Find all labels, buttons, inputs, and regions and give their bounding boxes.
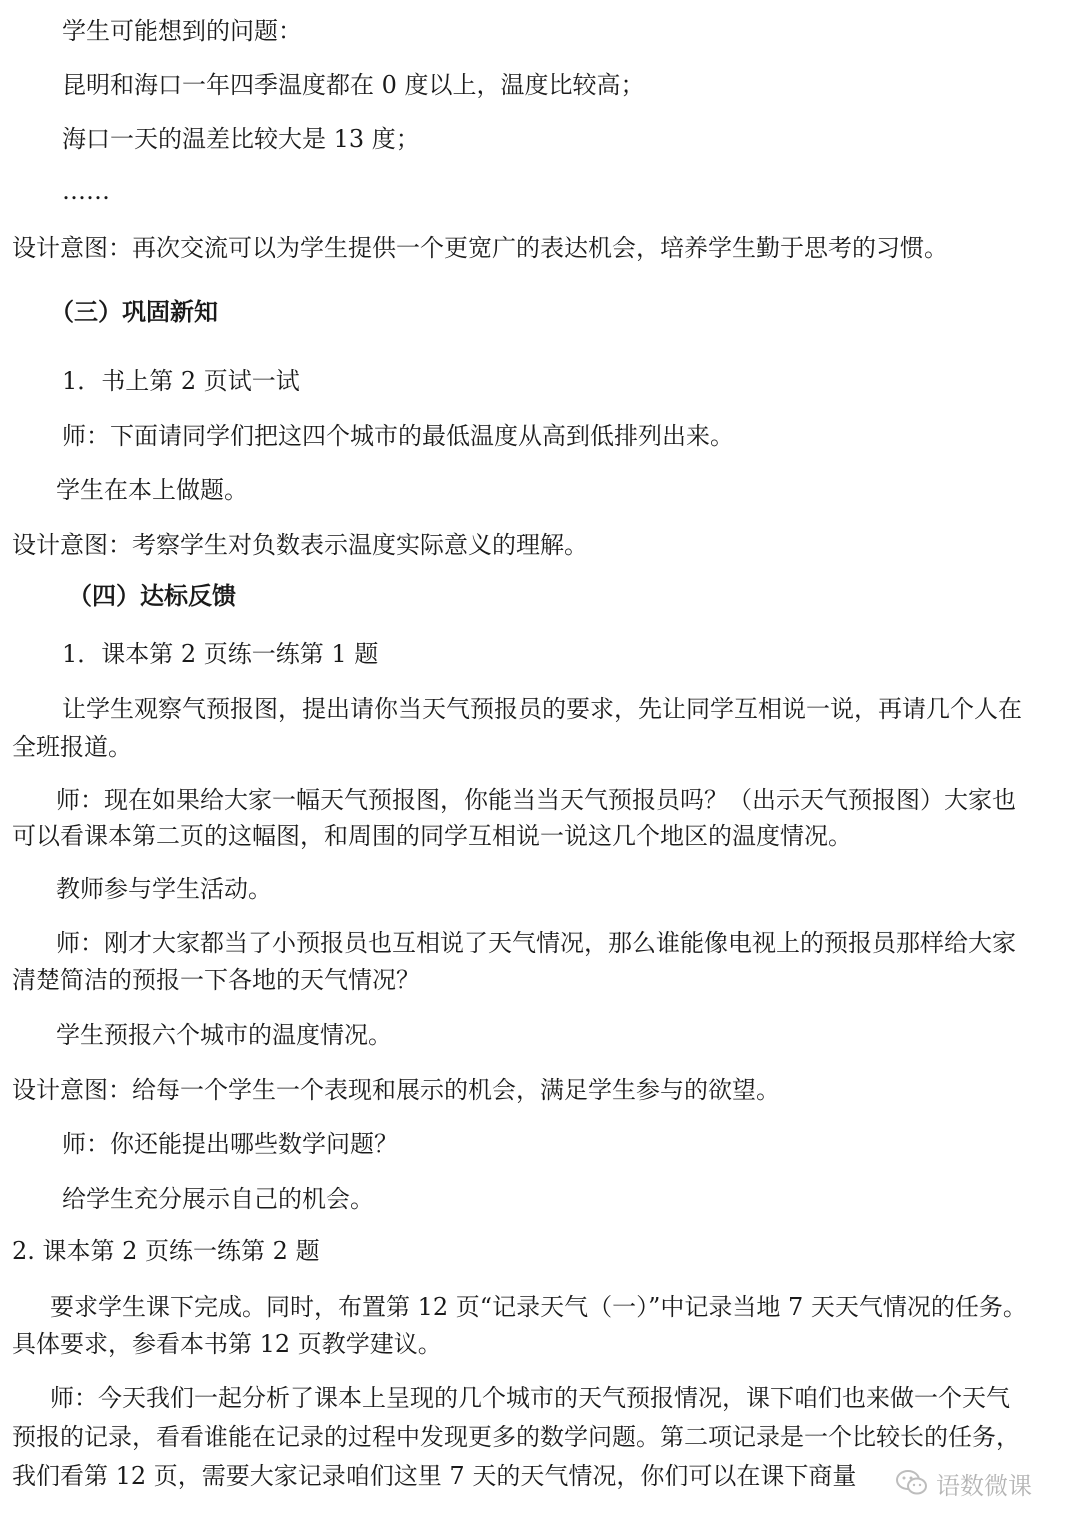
design-intent: 设计意图：给每一个学生一个表现和展示的机会，满足学生参与的欲望。 (12, 1076, 780, 1104)
watermark (896, 1458, 1032, 1508)
text-line: 师：刚才大家都当了小预报员也互相说了天气情况，那么谁能像电视上的预报员那样给大家 (56, 929, 1016, 957)
section-heading: （三）巩固新知 (50, 297, 218, 326)
text-line: 学生可能想到的问题： (62, 17, 302, 45)
text-line: 给学生充分展示自己的机会。 (62, 1185, 374, 1213)
text-line: 师：下面请同学们把这四个城市的最低温度从高到低排列出来。 (62, 422, 734, 450)
text-line: 1．课本第 2 页练一练第 1 题 (62, 640, 379, 668)
text-line: 学生预报六个城市的温度情况。 (56, 1021, 392, 1049)
text-line: 1．书上第 2 页试一试 (62, 367, 300, 395)
text-line: 全班报道。 (12, 733, 132, 761)
text-line: 预报的记录，看看谁能在记录的过程中发现更多的数学问题。第二项记录是一个比较长的任务， (12, 1423, 1020, 1451)
text-line: 师：你还能提出哪些数学问题？ (62, 1130, 398, 1158)
text-line: 2. 课本第 2 页练一练第 2 题 (12, 1237, 320, 1265)
text-line: 师：现在如果给大家一幅天气预报图，你能当当天气预报员吗？（出示天气预报图）大家也 (56, 786, 1016, 814)
design-intent: 设计意图：考察学生对负数表示温度实际意义的理解。 (12, 531, 588, 559)
text-line: 师：今天我们一起分析了课本上呈现的几个城市的天气预报情况，课下咱们也来做一个天气 (50, 1384, 1010, 1412)
text-line: 要求学生课下完成。同时，布置第 12 页“记录天气（一）”中记录当地 7 天天气情况的任务。 (50, 1293, 1027, 1321)
text-line: 我们看第 12 页，需要大家记录咱们这里 7 天的天气情况，你们可以在课下商量 (12, 1462, 857, 1490)
wechat-icon (896, 1469, 928, 1497)
watermark-text: 语数微课 (936, 1471, 1032, 1500)
text-line: 可以看课本第二页的这幅图，和周围的同学互相说一说这几个地区的温度情况。 (12, 822, 852, 850)
ellipsis: …… (62, 177, 110, 205)
text-line: 学生在本上做题。 (56, 476, 248, 504)
section-heading: （四）达标反馈 (68, 581, 236, 610)
text-line: 海口一天的温差比较大是 13 度； (62, 125, 420, 153)
text-line: 具体要求，参看本书第 12 页教学建议。 (12, 1330, 442, 1358)
text-line: 昆明和海口一年四季温度都在 0 度以上，温度比较高； (62, 71, 645, 99)
text-line: 教师参与学生活动。 (56, 875, 272, 903)
design-intent: 设计意图：再次交流可以为学生提供一个更宽广的表达机会，培养学生勤于思考的习惯。 (12, 234, 948, 262)
text-line: 让学生观察气预报图，提出请你当天气预报员的要求，先让同学互相说一说，再请几个人在 (62, 695, 1022, 723)
text-line: 清楚简洁的预报一下各地的天气情况？ (12, 966, 420, 994)
